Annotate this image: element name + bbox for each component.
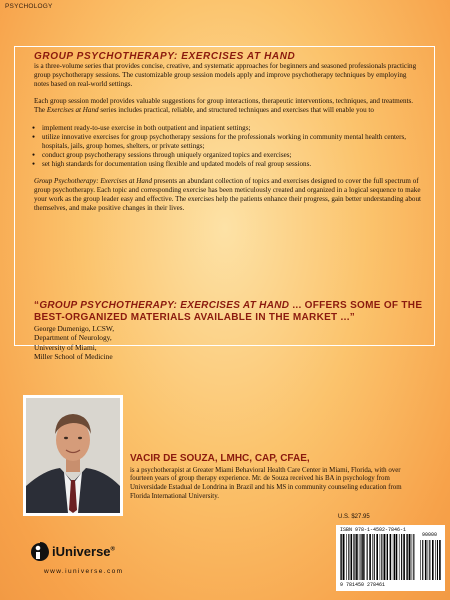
barcode-bar (407, 534, 408, 580)
barcode-bar (369, 534, 371, 580)
barcode-bar (401, 534, 402, 580)
attribution-line: Department of Neurology, (34, 333, 112, 343)
price-label: U.S. $27.95 (338, 514, 370, 520)
intro-paragraph (34, 52, 422, 89)
isbn-barcode (336, 525, 445, 591)
barcode-bar (409, 534, 411, 580)
barcode-bar (387, 534, 388, 580)
benefit-item: ● utilize innovative exercises for group psychotherapy sessions for the professionals working in community mental health centers, hospitals, jails, group homes, shelters, or private settings; (34, 133, 422, 151)
barcode-bar (429, 540, 430, 580)
trademark-symbol: ® (110, 546, 115, 553)
barcode-bar (403, 534, 405, 580)
features-paragraph (34, 97, 422, 115)
barcode-bar (393, 534, 394, 580)
barcode-bar (362, 534, 364, 580)
barcode-bar (386, 534, 387, 580)
barcode-bar (399, 534, 400, 580)
publisher-name-text: iUniverse (52, 543, 111, 559)
barcode-bar (340, 534, 341, 580)
barcode-bar (425, 540, 427, 580)
features-text-start: Each group session model provides valuable suggestions for group interactions, therapeutic interventions, techniques, and treatments. The (34, 97, 414, 115)
barcode-bar (367, 534, 368, 580)
barcode-bar (390, 534, 392, 580)
barcode-bar (348, 534, 349, 580)
intro-text: is a three-volume series that provides concise, creative, and systematic approaches for beginners and seasoned professionals practicing group psychotherapy sessions. The customizable group session models apply and improve psychotherapy techniques by employing notes based on real-world settings. (34, 62, 417, 89)
barcode-bar (413, 534, 414, 580)
barcode-bar (356, 534, 358, 580)
barcode-bar (343, 534, 345, 580)
endorsement (34, 300, 424, 361)
barcode-bar (361, 534, 362, 580)
barcode-bar (394, 534, 395, 580)
quote-book-title: GROUP PSYCHOTHERAPY: EXERCISES AT HAND (39, 300, 290, 311)
barcode-bar (376, 534, 378, 580)
quote-text: ... OFFERS SOME OF THE BEST-ORGANIZED MATERIALS AVAILABLE IN THE MARKET ...” (34, 300, 423, 323)
barcode-bar (354, 534, 355, 580)
barcode-bar (437, 540, 438, 580)
author-name: VACIR DE SOUZA, LMHC, CAP, CFAE, (130, 453, 310, 464)
barcode-bar (384, 534, 386, 580)
publisher-url: www.iuniverse.com (44, 568, 124, 575)
publisher-name (52, 544, 115, 559)
isbn-number: ISBN 978-1-4502-7846-1 (340, 527, 407, 533)
barcode-bar (372, 534, 373, 580)
barcode-bar (406, 534, 407, 580)
quote-attribution (34, 324, 424, 361)
price-code: 90000 (422, 532, 438, 538)
barcode-bar (432, 540, 434, 580)
iuniverse-logo-icon (30, 540, 50, 562)
attribution-line: University of Miami, (34, 342, 97, 352)
series-title: GROUP PSYCHOTHERAPY: EXERCISES AT HAND (34, 51, 296, 62)
barcode-bar (359, 534, 360, 580)
author-portrait (26, 398, 120, 513)
benefit-item: ● set high standards for documentation using flexible and updated models of real group sessions. (34, 160, 422, 169)
barcode-bar (380, 534, 381, 580)
benefit-item: ● implement ready-to-use exercise in both outpatient and inpatient settings; (34, 124, 422, 133)
features-text-end: series includes practical, reliable, and structured techniques and exercises that will enable you to (98, 106, 374, 115)
barcode-bar (353, 534, 354, 580)
barcode-bar (364, 534, 365, 580)
summary-paragraph (34, 177, 422, 213)
barcode-bar (412, 534, 413, 580)
barcode-bar (435, 540, 436, 580)
author-photo (23, 395, 123, 516)
barcode-digits: 9 781450 278461 (340, 582, 386, 588)
category-label: PSYCHOLOGY (5, 3, 53, 10)
barcode-bar (346, 534, 347, 580)
benefit-list (34, 124, 422, 169)
attribution-line: Miller School of Medicine (34, 351, 113, 361)
attribution-line: George Dumenigo, LCSW, (34, 324, 115, 333)
barcode-bar (428, 540, 429, 580)
barcode-bar (422, 540, 423, 580)
summary-text: presents an abundant collection of topics and exercises designed to cover the full spectrum of group psychotherapy. Each topic and corresponding exercise has been meticulously created and organized in a logical sequence to make your work as the group leader easy and effective. The exercises help the patients enhance their progress, gain better understanding about themselves, and make positive changes in their lives. (34, 177, 421, 213)
barcode-bar (439, 540, 441, 580)
barcode-bar (341, 534, 342, 580)
barcode-bar (351, 534, 353, 580)
endorsement-quote (34, 300, 424, 324)
barcode-bar (420, 540, 421, 580)
barcode-bars (340, 534, 416, 580)
price-barcode-bars (420, 540, 442, 580)
author-bio (130, 455, 420, 502)
barcode-bar (374, 534, 375, 580)
author-bio-text: is a psychotherapist at Greater Miami Behavioral Health Care Center in Miami, Florida, with over fourteen years of group therapy experience. Mr. de Souza received his BA in psychology from Universidade Estadual de Londrina in Brazil and his MS in community counseling education from Florida International University. (130, 466, 402, 500)
open-quote-mark: “ (34, 300, 40, 311)
barcode-bar (381, 534, 382, 580)
benefit-item: ● conduct group psychotherapy sessions through uniquely organized topics and exercises; (34, 151, 422, 160)
barcode-bar (396, 534, 398, 580)
description (34, 52, 422, 221)
series-name: Exercises at Hand (46, 106, 99, 115)
book-title-inline: Group Psychotherapy: Exercises at Hand (34, 177, 153, 186)
publisher-logo (30, 540, 115, 562)
